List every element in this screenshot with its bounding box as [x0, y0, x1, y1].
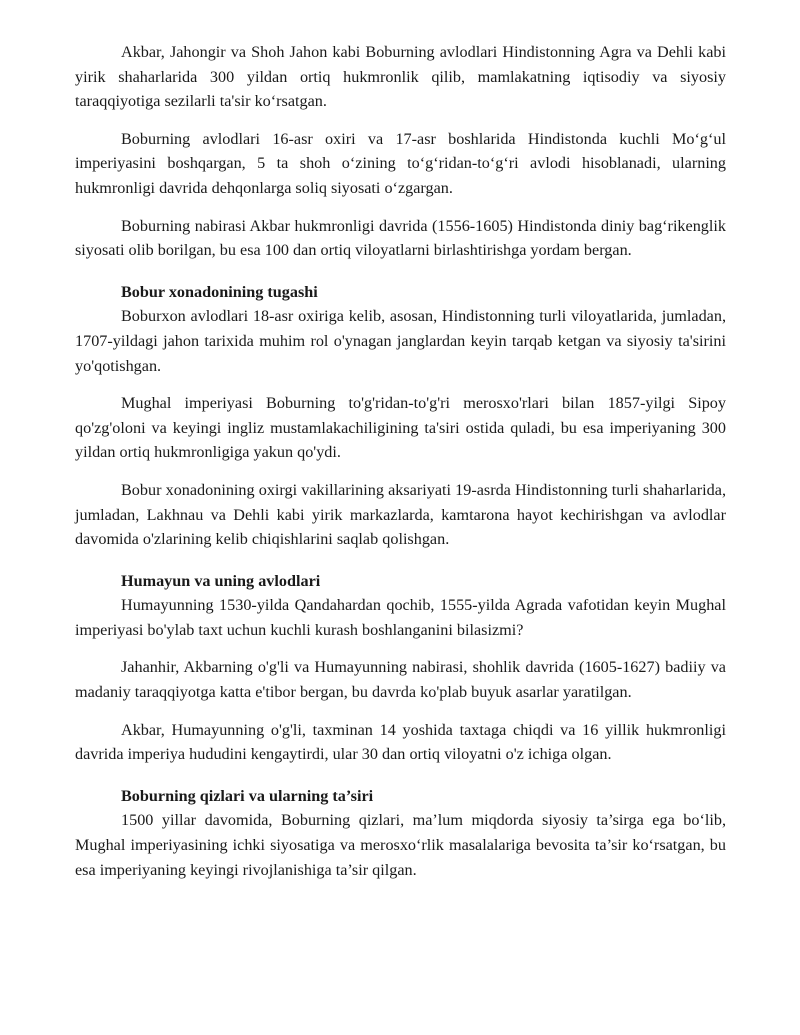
document-page — [75, 40, 726, 882]
paragraph-1: Akbar, Jahongir va Shoh Jahon kabi Boburning avlodlari Hindistonning Agra va Dehli kabi yirik shaharlarida 300 yildan ortiq hukmronlik qilib, mamlakatning iqtisodiy va siyosiy taraqqiyotiga sezilarli ta'sir ko‘rsatgan. — [75, 43, 726, 111]
paragraph-4: Boburxon avlodlari 18-asr oxiriga kelib, asosan, Hindistonning turli viloyatlarida, jumladan, 1707-yildagi jahon tarixida muhim rol o'ynagan janglardan keyin tarqab ketgan va siyosiy ta'sirini yo'qotishgan. — [75, 307, 726, 375]
paragraph-10: 1500 yillar davomida, Boburning qizlari, ma’lum miqdorda siyosiy ta’sirga ega bo‘lib, Mughal imperiyasining ichki siyosatiga va merosxo‘rlik masalalariga bevosita ta’sir ko‘rsatgan, bu esa imperiyaning keyingi rivojlanishiga ta’sir qilgan. — [75, 811, 726, 879]
paragraph-5: Mughal imperiyasi Boburning to'g'ridan-to'g'ri merosxo'rlari bilan 1857-yilgi Sipoy qo'zg'oloni va keyingi ingliz mustamlakachiligining ta'siri ostida quladi, bu esa imperiyaning 300 yildan ortiq hukmronligiga yakun qo'ydi. — [75, 394, 726, 462]
section-heading-bobur-end: Bobur xonadonining tugashi — [121, 282, 318, 301]
paragraph-6: Bobur xonadonining oxirgi vakillarining aksariyati 19-asrda Hindistonning turli shaharlarida, jumladan, Lakhnau va Dehli kabi yirik markazlarda, kamtarona hayot kechirishgan va avlodlar davomida o'zlarining kelib chiqishlarini saqlab qolishgan. — [75, 480, 726, 549]
paragraph-9: Akbar, Humayunning o'g'li, taxminan 14 yoshida taxtaga chiqdi va 16 yillik hukmronligi davrida imperiya hududini kengaytirdi, ular 30 dan ortiq viloyatni o'z ichiga olgan. — [75, 720, 726, 764]
section-heading-humayun: Humayun va uning avlodlari — [121, 571, 321, 590]
paragraph-3: Boburning nabirasi Akbar hukmronligi davrida (1556-1605) Hindistonda diniy bag‘rikenglik siyosati olib borilgan, bu esa 100 dan ortiq viloyatlarni birlashtirishga yordam bergan. — [75, 216, 726, 260]
section-heading-daughters: Boburning qizlari va ularning ta’siri — [121, 786, 374, 805]
paragraph-8: Jahanhir, Akbarning o'g'li va Humayunning nabirasi, shohlik davrida (1605-1627) badiiy va madaniy taraqqiyotga katta e'tibor bergan, bu davrda ko'plab buyuk asarlar yaratilgan. — [75, 658, 726, 702]
paragraph-7: Humayunning 1530-yilda Qandahardan qochib, 1555-yilda Agrada vafotidan keyin Mughal imperiyasi bo'ylab taxt uchun kuchli kurash boshlanganini bilasizmi? — [75, 596, 726, 639]
paragraph-2: Boburning avlodlari 16-asr oxiri va 17-asr boshlarida Hindistonda kuchli Mo‘g‘ul imperiyasini boshqargan, 5 ta shoh o‘zining to‘g‘ridan-to‘g‘ri avlodi hisoblanadi, ularning hukmronligi davrida dehqonlarga soliq siyosati o‘zgargan. — [75, 129, 726, 197]
